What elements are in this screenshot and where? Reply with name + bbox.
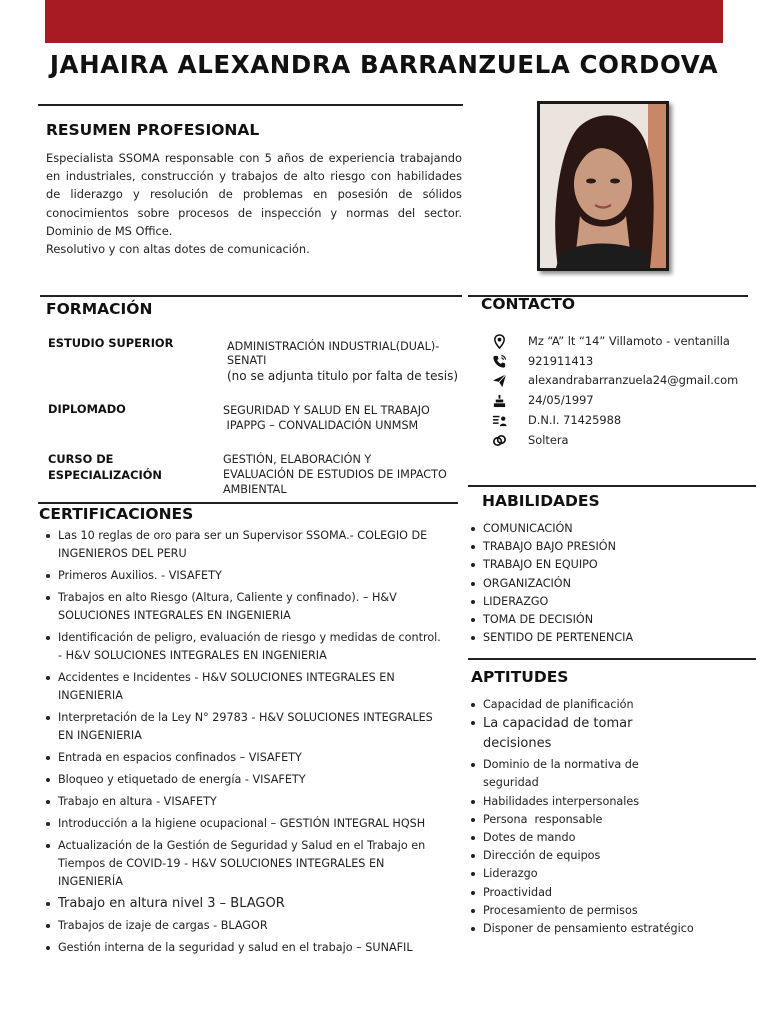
list-item: Trabajos en alto Riesgo (Altura, Caliente y confinado). – H&V SOLUCIONES INTEGRALES EN INGENIERIA xyxy=(46,589,446,625)
list-item: Capacidad de planificación xyxy=(471,696,676,714)
education-value: AMBIENTAL xyxy=(223,483,287,496)
list-item: TOMA DE DECISIÓN xyxy=(471,611,741,629)
list-item: Dirección de equipos xyxy=(471,847,676,865)
list-item: Dominio de la normativa de seguridad xyxy=(471,756,676,792)
education-value: IPAPPG – CONVALIDACIÓN UNMSM xyxy=(223,419,419,432)
list-item: Las 10 reglas de oro para ser un Supervisor SSOMA.- COLEGIO DE INGENIEROS DEL PERU xyxy=(46,527,446,563)
list-item: Introducción a la higiene ocupacional – GESTIÓN INTEGRAL HQSH xyxy=(46,815,446,833)
education-value: (no se adjunta titulo por falta de tesis) xyxy=(227,369,459,383)
contact-email xyxy=(492,370,738,390)
education-value: ADMINISTRACIÓN INDUSTRIAL(DUAL)- xyxy=(227,340,440,353)
birthday-cake-icon xyxy=(492,393,507,408)
dni-text: D.N.I. 71425988 xyxy=(528,413,622,427)
education-label: DIPLOMADO xyxy=(48,402,126,416)
list-item: Trabajos de izaje de cargas - BLAGOR xyxy=(46,917,446,935)
contact-birthdate xyxy=(492,390,594,410)
divider xyxy=(40,295,462,297)
education-label: ESPECIALIZACIÓN xyxy=(48,468,162,482)
email-text[interactable]: alexandrabarranzuela24@gmail.com xyxy=(528,373,739,387)
phone-icon xyxy=(492,354,507,369)
education-value: SENATI xyxy=(227,354,267,367)
list-item: Persona responsable xyxy=(471,811,676,829)
summary-title: RESUMEN PROFESIONAL xyxy=(46,121,260,139)
list-item: Disponer de pensamiento estratégico xyxy=(471,920,676,938)
list-item: Bloqueo y etiquetado de energía - VISAFETY xyxy=(46,771,446,789)
list-item: Entrada en espacios confinados – VISAFETY xyxy=(46,749,446,767)
location-pin-icon xyxy=(492,334,507,349)
education-value: GESTIÓN, ELABORACIÓN Y xyxy=(223,453,372,466)
list-item: ORGANIZACIÓN xyxy=(471,575,741,593)
education-title: FORMACIÓN xyxy=(46,300,153,318)
contact-civil-status xyxy=(492,430,569,450)
list-item: Accidentes e Incidentes - H&V SOLUCIONES INTEGRALES EN INGENIERIA xyxy=(46,669,446,705)
education-value: EVALUACIÓN DE ESTUDIOS DE IMPACTO xyxy=(223,468,447,481)
list-item: La capacidad de tomar decisiones xyxy=(471,714,676,754)
certifications-list xyxy=(46,527,446,957)
education-label: ESTUDIO SUPERIOR xyxy=(48,336,174,350)
summary-line: Resolutivo y con altas dotes de comunicación. xyxy=(46,242,310,257)
civil-status-text: Soltera xyxy=(528,433,569,447)
skills-title: HABILIDADES xyxy=(482,492,600,510)
list-item: Actualización de la Gestión de Seguridad y Salud en el Trabajo en Tiempos de COVID-19 - H&V SOLUCIONES INTEGRALES EN INGENIERÍA xyxy=(46,837,446,891)
aptitudes-list xyxy=(471,696,694,938)
education-value: SEGURIDAD Y SALUD EN EL TRABAJO xyxy=(223,404,430,417)
send-icon xyxy=(492,373,507,388)
list-item: Trabajo en altura - VISAFETY xyxy=(46,793,446,811)
list-item: TRABAJO EN EQUIPO xyxy=(471,556,741,574)
rings-icon xyxy=(492,433,507,448)
contact-address xyxy=(492,331,730,351)
divider xyxy=(38,104,463,106)
birthdate-text: 24/05/1997 xyxy=(528,393,594,407)
list-item: Identificación de peligro, evaluación de riesgo y medidas de control. - H&V SOLUCIONES INTEGRALES EN INGENIERIA xyxy=(46,629,446,665)
list-item: Habilidades interpersonales xyxy=(471,793,676,811)
skills-list xyxy=(471,520,741,647)
list-item: Gestión interna de la seguridad y salud en el trabajo – SUNAFIL xyxy=(46,939,446,957)
list-item: Primeros Auxilios. - VISAFETY xyxy=(46,567,446,585)
list-item: TRABAJO BAJO PRESIÓN xyxy=(471,538,741,556)
list-item: SENTIDO DE PERTENENCIA xyxy=(471,629,741,647)
education-label: CURSO DE xyxy=(48,452,114,466)
header-accent-bar xyxy=(45,0,723,43)
summary-paragraph: Especialista SSOMA responsable con 5 años de experiencia trabajando en industriales, construcción y trabajos de alto riesgo con habilidades de liderazgo y resolución de problemas en posesión de sólidos conocimientos sobre procesos de inspección y normas del sector. Dominio de MS Office. xyxy=(46,151,462,238)
candidate-name: JAHAIRA ALEXANDRA BARRANZUELA CORDOVA xyxy=(49,50,719,79)
contact-phone xyxy=(492,351,593,371)
id-card-icon xyxy=(492,413,507,428)
certifications-title: CERTIFICACIONES xyxy=(39,505,194,523)
profile-photo-image xyxy=(540,104,666,268)
aptitudes-title: APTITUDES xyxy=(471,668,569,686)
list-item: Interpretación de la Ley N° 29783 - H&V SOLUCIONES INTEGRALES EN INGENIERIA xyxy=(46,709,446,745)
list-item: LIDERAZGO xyxy=(471,593,741,611)
profile-photo xyxy=(537,101,669,271)
contact-title: CONTACTO xyxy=(481,295,576,313)
list-item: COMUNICACIÓN xyxy=(471,520,741,538)
list-item: Liderazgo xyxy=(471,865,676,883)
list-item: Proactividad xyxy=(471,884,676,902)
divider xyxy=(468,485,756,487)
address-text: Mz “A” lt “14” Villamoto - ventanilla xyxy=(528,334,730,348)
divider xyxy=(468,658,756,660)
list-item: Procesamiento de permisos xyxy=(471,902,676,920)
list-item: Dotes de mando xyxy=(471,829,676,847)
phone-text: 921911413 xyxy=(528,354,594,368)
divider xyxy=(38,502,458,504)
list-item: Trabajo en altura nivel 3 – BLAGOR xyxy=(46,895,446,913)
summary-text xyxy=(46,149,462,258)
contact-dni xyxy=(492,410,621,430)
